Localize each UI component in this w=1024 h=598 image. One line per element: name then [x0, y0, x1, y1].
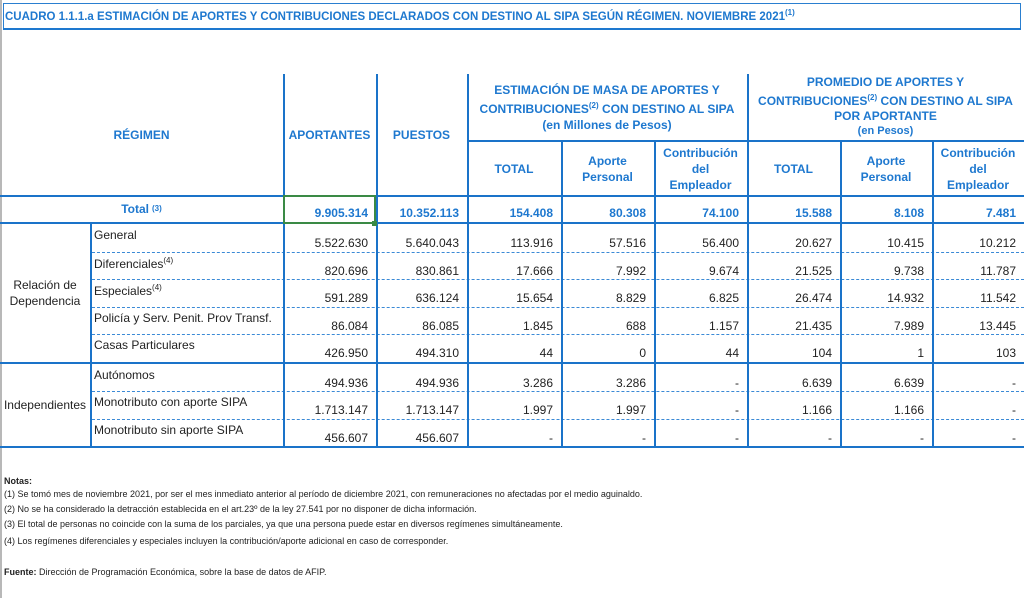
row-label	[94, 256, 173, 271]
cell-value: 11.787	[980, 263, 1016, 278]
row-label-text: Diferenciales	[94, 256, 164, 271]
header-prom-line2	[758, 90, 1013, 109]
note-1: (1) Se tomó mes de noviembre 2021, por ser el mes inmediato anterior al período de diciembre 2021, con remuneraciones no afectadas por el medio aguinaldo.	[4, 489, 643, 499]
total-value: 80.308	[609, 206, 646, 220]
header-prom-line1: PROMEDIO DE APORTES Y	[806, 75, 965, 89]
row-divider	[92, 279, 1024, 280]
row-label-text: Casas Particulares	[94, 338, 195, 352]
table-title-text: CUADRO 1.1.1.a ESTIMACIÓN DE APORTES Y CONTRIBUCIONES DECLARADOS CON DESTINO AL SIPA SEGÚN RÉGIMEN. NOVIEMBRE 2021	[5, 10, 785, 23]
group-bottom-rule	[0, 362, 1024, 364]
total-row-label	[0, 196, 283, 222]
cell-value: 3.286	[522, 375, 553, 390]
group-label-line: Relación de	[13, 277, 77, 292]
cell-value: 44	[725, 346, 739, 360]
total-label: Total	[121, 202, 149, 216]
source-note	[4, 567, 327, 577]
row-footnote: (4)	[152, 283, 162, 292]
header-masa-line2b: CON DESTINO AL SIPA	[598, 101, 735, 116]
cell-value: -	[735, 375, 739, 390]
cell-value: 1.845	[522, 318, 553, 333]
header-masa-line3: (en Millones de Pesos)	[542, 117, 672, 132]
cell-value: 7.992	[615, 263, 646, 278]
cell-value: -	[920, 430, 924, 445]
subheader-line: Personal	[860, 169, 912, 184]
cell-value: -	[642, 430, 646, 445]
total-value: 10.352.113	[399, 206, 459, 220]
cell-value: 426.950	[324, 346, 368, 360]
row-label-text: Policía y Serv. Penit. Prov Transf.	[94, 310, 272, 325]
cell-value: 1.166	[893, 403, 924, 417]
cell-value: 3.286	[615, 375, 646, 390]
row-label-text: General	[94, 228, 137, 242]
header-prom-line3: POR APORTANTE	[834, 109, 937, 123]
cell-value: 57.516	[609, 236, 646, 250]
cell-value: 103	[995, 346, 1016, 360]
cell-value: 494.936	[415, 375, 459, 390]
cell-value: 6.639	[893, 375, 924, 390]
subheader-aporte-personal	[561, 142, 654, 195]
header-masa-footnote: (2)	[588, 100, 599, 110]
group-bottom-rule	[0, 446, 1024, 448]
cell-value: 5.640.043	[405, 236, 459, 250]
cell-value: 494.936	[324, 375, 368, 390]
cell-value: -	[735, 430, 739, 445]
note-4: (4) Los regímenes diferenciales y especiales incluyen la contribución/aporte adicional en caso de corresponder.	[4, 536, 449, 546]
cell-value: 21.525	[795, 263, 832, 278]
selection-top	[283, 195, 376, 197]
row-label-text: Monotributo con aporte SIPA	[94, 395, 248, 409]
header-masa-line2a: CONTRIBUCIONES	[479, 101, 589, 116]
cell-value: 104	[811, 346, 832, 360]
cell-value: 1.713.147	[314, 403, 368, 417]
row-label-text: Autónomos	[94, 367, 155, 382]
cell-value: 20.627	[795, 236, 832, 250]
header-aportantes: APORTANTES	[288, 127, 371, 142]
row-footnote: (4)	[163, 255, 174, 265]
cell-value: 56.400	[702, 236, 739, 250]
row-divider	[92, 252, 1024, 253]
cell-value: 86.084	[331, 318, 368, 333]
cell-value: 0	[639, 346, 646, 360]
header-masa-line2	[480, 98, 735, 117]
cell-value: 1.713.147	[405, 403, 459, 417]
header-masa-line1: ESTIMACIÓN DE MASA DE APORTES Y	[494, 82, 720, 97]
cell-value: -	[549, 430, 553, 445]
cell-value: 26.474	[795, 291, 832, 305]
subheader-line: Contribución	[663, 145, 738, 160]
cell-value: 5.522.630	[314, 236, 368, 250]
group-label-line: Independientes	[3, 397, 87, 412]
cell-value: 10.415	[887, 236, 924, 250]
cell-value: 10.212	[979, 236, 1016, 250]
total-footnote: (3)	[152, 204, 162, 213]
row-label-text: Especiales	[94, 284, 153, 298]
total-value: 154.408	[509, 206, 553, 220]
cell-value: 9.738	[893, 263, 924, 278]
header-group-masa	[467, 74, 747, 140]
total-value: 7.481	[985, 206, 1016, 220]
row-label	[94, 228, 137, 242]
selection-handle	[372, 221, 377, 226]
source-text: Dirección de Programación Económica, sobre la base de datos de AFIP.	[36, 567, 327, 577]
row-label	[94, 368, 155, 382]
row-label	[94, 338, 195, 352]
cell-value: -	[828, 430, 832, 445]
total-value: 9.905.314	[314, 206, 368, 220]
cell-value: 13.445	[979, 318, 1016, 333]
cell-value: 830.861	[415, 263, 459, 278]
cell-value: 86.085	[422, 318, 459, 333]
subheader-line: Personal	[582, 169, 633, 184]
source-label: Fuente:	[4, 567, 37, 577]
cell-value: 113.916	[510, 236, 553, 250]
row-divider	[92, 391, 1024, 392]
cell-value: 1.997	[522, 403, 553, 417]
subheader-total	[747, 142, 840, 195]
header-prom-line4: (en Pesos)	[857, 125, 914, 137]
header-prom-footnote: (2)	[867, 93, 878, 102]
subheader-line: del	[969, 161, 987, 176]
cell-value: 8.829	[615, 291, 646, 305]
cell-value: -	[1012, 375, 1016, 390]
cell-value: 1.157	[708, 318, 739, 333]
header-puestos: PUESTOS	[392, 127, 451, 142]
subheader-line: TOTAL	[774, 161, 813, 176]
cell-value: -	[1012, 430, 1016, 445]
header-prom-line2a: CONTRIBUCIONES	[758, 94, 868, 108]
cell-value: 820.696	[324, 263, 368, 278]
row-label-text: Monotributo sin aporte SIPA	[94, 422, 244, 437]
cell-value: 15.654	[516, 291, 553, 305]
row-label	[94, 423, 243, 437]
header-regimen: RÉGIMEN	[113, 127, 170, 142]
cell-value: 6.825	[708, 291, 739, 305]
subheader-aporte-personal	[840, 142, 932, 195]
subheader-line: Empleador	[669, 177, 732, 192]
subheader-line: Contribución	[940, 145, 1016, 160]
total-value: 15.588	[795, 206, 832, 220]
cell-value: 17.666	[516, 263, 553, 278]
subheader-line: Empleador	[946, 177, 1009, 192]
title-underline	[3, 28, 1021, 30]
cell-value: 456.607	[324, 430, 368, 445]
total-value: 8.108	[893, 206, 924, 220]
total-bottom-rule	[0, 222, 1024, 224]
note-2: (2) No se ha considerado la detracción establecida en el art.23º de la ley 27.541 por no disponer de dicha información.	[4, 504, 477, 514]
notes-heading: Notas:	[4, 476, 33, 486]
cell-value: 1.997	[615, 403, 646, 417]
cell-value: -	[1012, 403, 1016, 417]
cell-value: 9.674	[708, 263, 739, 278]
total-value: 74.100	[702, 206, 739, 220]
cell-value: 688	[625, 318, 646, 333]
group-label	[0, 397, 90, 413]
table-title	[5, 8, 795, 23]
note-3: (3) El total de personas no coincide con la suma de los parciales, ya que una persona puede estar en diversos regímenes simultáneamente.	[4, 519, 563, 529]
subheader-line: Aporte	[866, 153, 906, 168]
cell-value: 636.124	[415, 291, 459, 305]
cell-value: 6.639	[801, 375, 832, 390]
cell-value: 11.542	[980, 291, 1016, 305]
subheader-contribucion-empleador	[654, 142, 747, 195]
cell-value: 591.289	[324, 291, 368, 305]
group-label	[0, 277, 90, 309]
subheader-line: del	[691, 161, 710, 176]
selection-bottom	[283, 222, 376, 224]
row-divider	[92, 334, 1024, 335]
group-label-line: Dependencia	[9, 293, 81, 308]
cell-value: -	[735, 403, 739, 417]
cell-value: 494.310	[415, 346, 459, 360]
row-divider	[92, 307, 1024, 308]
cell-value: 14.932	[887, 291, 924, 305]
cell-value: 1.166	[801, 403, 832, 417]
header-prom-line2b: CON DESTINO AL SIPA	[877, 94, 1013, 108]
subheader-line: Aporte	[588, 153, 627, 168]
subheader-contribucion-empleador	[932, 142, 1024, 195]
cell-value: 44	[539, 346, 553, 360]
row-divider	[92, 419, 1024, 420]
cell-value: 7.989	[893, 318, 924, 333]
cell-value: 456.607	[415, 430, 459, 445]
title-footnote: (1)	[785, 8, 795, 17]
header-group-promedio	[747, 74, 1024, 140]
row-label	[94, 395, 247, 409]
cell-value: 21.435	[795, 318, 832, 333]
row-label	[94, 283, 162, 298]
subheader-total	[467, 142, 561, 195]
cell-value: 1	[917, 346, 924, 360]
label-column-rule	[90, 224, 92, 448]
row-label	[94, 311, 272, 325]
subheader-line: TOTAL	[494, 161, 534, 176]
